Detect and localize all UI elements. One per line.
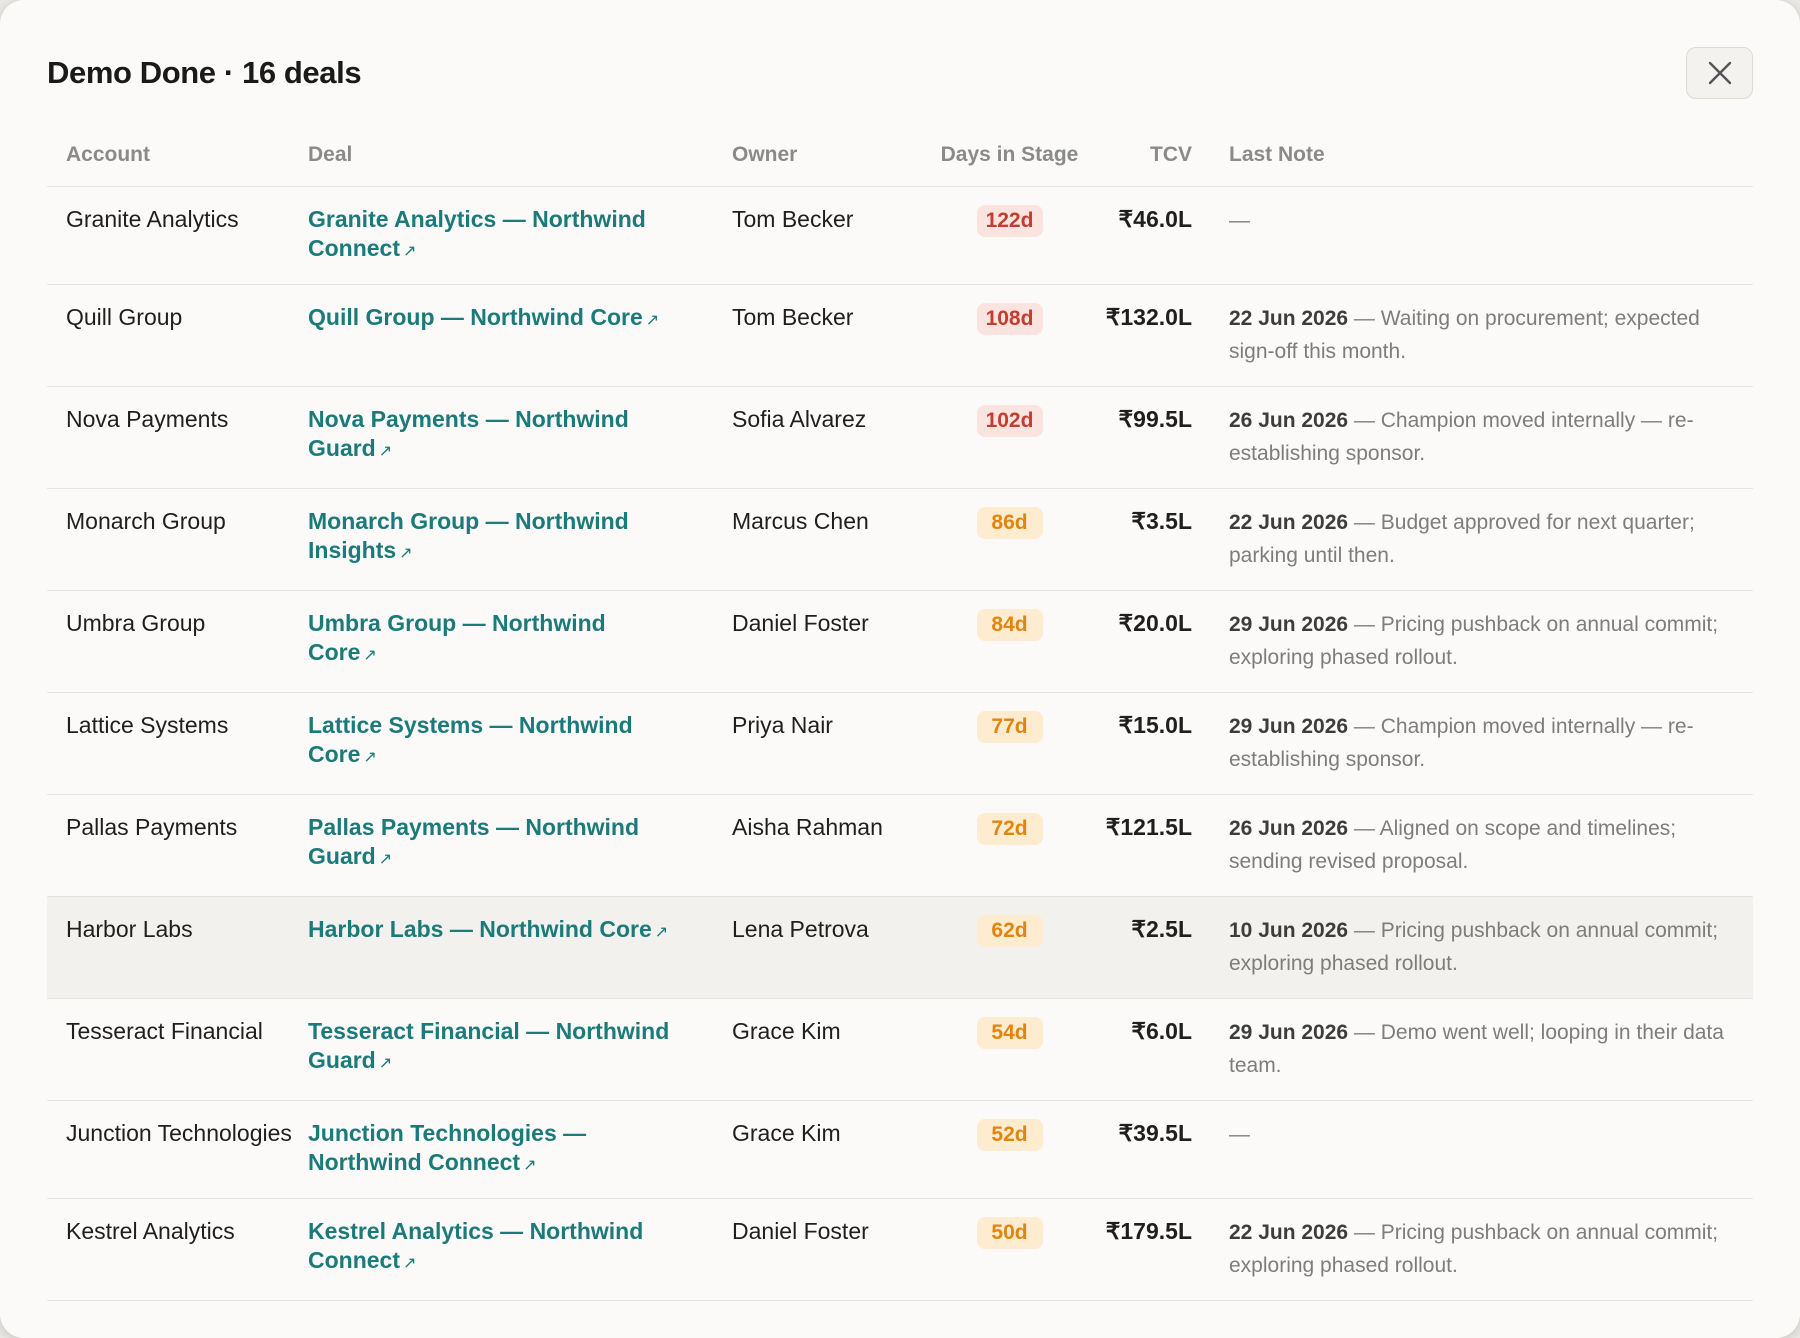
tcv-value: ₹121.5L [1105, 813, 1192, 840]
external-link-icon: ↗ [399, 544, 413, 562]
table-row[interactable] [47, 692, 1753, 794]
deal-link[interactable] [308, 915, 728, 947]
table-row[interactable] [47, 794, 1753, 896]
external-link-icon: ↗ [363, 646, 377, 664]
column-header-tcv[interactable]: TCV [1096, 138, 1216, 186]
cell-tcv [1096, 1100, 1216, 1198]
external-link-icon: ↗ [523, 1156, 537, 1174]
cell-tcv [1096, 1198, 1216, 1300]
cell-tcv [1096, 692, 1216, 794]
last-note [1229, 914, 1735, 980]
cell-deal [308, 692, 732, 794]
column-header-days-in-stage[interactable]: Days in Stage [923, 138, 1096, 186]
table-row[interactable] [47, 590, 1753, 692]
cell-deal [308, 998, 732, 1100]
cell-owner [732, 386, 923, 488]
cell-last-note [1216, 386, 1753, 488]
table-header [47, 138, 1753, 186]
deal-link[interactable] [308, 813, 732, 874]
cell-deal [308, 590, 732, 692]
external-link-icon: ↗ [378, 1054, 393, 1072]
cell-account [47, 998, 308, 1100]
deal-name: Pallas Payments — Northwind Guard [308, 813, 640, 869]
deal-name: Lattice Systems — Northwind Core [308, 711, 633, 767]
external-link-icon: ↗ [403, 242, 417, 260]
cell-deal [308, 1198, 732, 1300]
column-header-owner[interactable]: Owner [732, 138, 923, 186]
owner-name: Priya Nair [732, 711, 833, 738]
cell-tcv [1096, 590, 1216, 692]
table-row[interactable] [47, 386, 1753, 488]
table-row[interactable] [47, 896, 1753, 998]
table-row[interactable] [47, 488, 1753, 590]
external-link-icon: ↗ [378, 850, 393, 868]
table-body [47, 186, 1753, 1300]
modal-header [47, 52, 1753, 112]
owner-name: Tom Becker [732, 205, 854, 232]
deal-link[interactable] [308, 1119, 732, 1180]
tcv-value: ₹6.0L [1131, 1017, 1192, 1044]
deal-link[interactable] [308, 205, 732, 266]
deal-name: Tesseract Financial — Northwind Guard [308, 1017, 670, 1073]
cell-account [47, 386, 308, 488]
close-button[interactable] [1686, 47, 1753, 99]
deal-name: Nova Payments — Northwind Guard [308, 405, 629, 461]
cell-days-in-stage [923, 284, 1096, 386]
deal-name: Quill Group — Northwind Core [308, 303, 643, 330]
note-text: — Pricing pushback on annual commit; exploring phased rollout. [1229, 1220, 1719, 1277]
cell-account [47, 488, 308, 590]
cell-owner [732, 590, 923, 692]
account-name: Kestrel Analytics [66, 1217, 235, 1244]
owner-name: Sofia Alvarez [732, 405, 867, 432]
modal-title: Demo Done · 16 deals [47, 55, 362, 90]
deal-link[interactable] [308, 507, 732, 568]
cell-deal [308, 284, 732, 386]
cell-last-note [1216, 794, 1753, 896]
cell-tcv [1096, 284, 1216, 386]
column-header-account[interactable]: Account [47, 138, 308, 186]
deal-name: Granite Analytics — Northwind Connect [308, 205, 646, 261]
external-link-icon: ↗ [363, 748, 377, 766]
owner-name: Aisha Rahman [732, 813, 883, 840]
account-name: Granite Analytics [66, 205, 239, 232]
account-name: Monarch Group [66, 507, 226, 534]
tcv-value: ₹99.5L [1118, 405, 1192, 432]
tcv-value: ₹179.5L [1105, 1217, 1192, 1244]
note-text: — Champion moved internally — re-establishing sponsor. [1229, 714, 1694, 771]
account-name: Umbra Group [66, 609, 206, 636]
deal-name: Monarch Group — Northwind Insights [308, 507, 629, 563]
days-badge: 77d [977, 711, 1043, 743]
last-note [1229, 204, 1735, 237]
days-badge: 72d [977, 813, 1043, 845]
days-badge: 108d [977, 303, 1043, 335]
note-text: — Budget approved for next quarter; parking until then. [1229, 510, 1695, 567]
cell-days-in-stage [923, 186, 1096, 284]
days-badge: 62d [977, 915, 1043, 947]
cell-deal [308, 186, 732, 284]
tcv-value: ₹15.0L [1118, 711, 1192, 738]
account-name: Junction Technologies [66, 1119, 292, 1146]
cell-owner [732, 896, 923, 998]
cell-deal [308, 386, 732, 488]
cell-deal [308, 488, 732, 590]
cell-last-note [1216, 186, 1753, 284]
note-date: 29 Jun 2026 [1229, 1020, 1349, 1044]
cell-days-in-stage [923, 692, 1096, 794]
note-text: — Demo went well; looping in their data team. [1229, 1020, 1724, 1077]
cell-last-note [1216, 1100, 1753, 1198]
table-row[interactable] [47, 1198, 1753, 1300]
note-text: — Waiting on procurement; expected sign-off this month. [1229, 306, 1700, 363]
tcv-value: ₹2.5L [1131, 915, 1192, 942]
cell-last-note [1216, 284, 1753, 386]
note-date: 29 Jun 2026 [1229, 714, 1349, 738]
tcv-value: ₹3.5L [1131, 507, 1192, 534]
note-text: — Champion moved internally — re-establishing sponsor. [1229, 408, 1694, 465]
deal-link[interactable] [308, 609, 732, 670]
column-header-last-note[interactable]: Last Note [1216, 138, 1753, 186]
cell-account [47, 1100, 308, 1198]
cell-account [47, 1198, 308, 1300]
external-link-icon: ↗ [378, 442, 393, 460]
cell-tcv [1096, 794, 1216, 896]
owner-name: Grace Kim [732, 1017, 841, 1044]
cell-owner [732, 488, 923, 590]
cell-account [47, 284, 308, 386]
note-text: — Aligned on scope and timelines; sending revised proposal. [1229, 816, 1677, 873]
owner-name: Lena Petrova [732, 915, 869, 942]
last-note [1229, 1016, 1735, 1082]
account-name: Tesseract Financial [66, 1017, 263, 1044]
cell-days-in-stage [923, 794, 1096, 896]
cell-days-in-stage [923, 1100, 1096, 1198]
cell-owner [732, 794, 923, 896]
days-badge: 86d [977, 507, 1043, 539]
cell-last-note [1216, 692, 1753, 794]
last-note [1229, 1118, 1735, 1151]
cell-account [47, 692, 308, 794]
cell-deal [308, 1100, 732, 1198]
owner-name: Grace Kim [732, 1119, 841, 1146]
owner-name: Tom Becker [732, 303, 854, 330]
owner-name: Daniel Foster [732, 609, 869, 636]
cell-last-note [1216, 896, 1753, 998]
table-row[interactable] [47, 1100, 1753, 1198]
cell-tcv [1096, 386, 1216, 488]
cell-last-note [1216, 1198, 1753, 1300]
note-text: — [1229, 1122, 1250, 1146]
cell-days-in-stage [923, 998, 1096, 1100]
cell-owner [732, 284, 923, 386]
days-badge: 102d [977, 405, 1043, 437]
days-badge: 50d [977, 1217, 1043, 1249]
note-date: 22 Jun 2026 [1229, 510, 1349, 534]
cell-account [47, 590, 308, 692]
tcv-value: ₹20.0L [1118, 609, 1192, 636]
cell-tcv [1096, 998, 1216, 1100]
note-text: — Pricing pushback on annual commit; exploring phased rollout. [1229, 918, 1719, 975]
note-date: 10 Jun 2026 [1229, 918, 1349, 942]
tcv-value: ₹46.0L [1118, 205, 1192, 232]
cell-owner [732, 186, 923, 284]
note-date: 26 Jun 2026 [1229, 816, 1349, 840]
last-note [1229, 506, 1735, 572]
cell-owner [732, 1198, 923, 1300]
deal-link[interactable] [308, 1017, 732, 1078]
cell-tcv [1096, 896, 1216, 998]
table-row[interactable] [47, 998, 1753, 1100]
deal-name: Umbra Group — Northwind Core [308, 609, 606, 665]
note-text: — [1229, 208, 1250, 232]
deal-link[interactable] [308, 711, 732, 772]
days-badge: 122d [977, 205, 1043, 237]
cell-last-note [1216, 590, 1753, 692]
cell-deal [308, 896, 732, 998]
account-name: Quill Group [66, 303, 183, 330]
cell-tcv [1096, 488, 1216, 590]
last-note [1229, 710, 1735, 776]
cell-last-note [1216, 998, 1753, 1100]
table-row[interactable] [47, 284, 1753, 386]
days-badge: 84d [977, 609, 1043, 641]
account-name: Nova Payments [66, 405, 229, 432]
deals-table [47, 138, 1753, 1301]
last-note [1229, 302, 1735, 368]
cell-last-note [1216, 488, 1753, 590]
account-name: Lattice Systems [66, 711, 229, 738]
note-text: — Pricing pushback on annual commit; exploring phased rollout. [1229, 612, 1719, 669]
external-link-icon: ↗ [654, 923, 669, 941]
owner-name: Marcus Chen [732, 507, 869, 534]
deal-name: Harbor Labs — Northwind Core [308, 915, 652, 942]
cell-owner [732, 1100, 923, 1198]
last-note [1229, 812, 1735, 878]
last-note [1229, 1216, 1735, 1282]
cell-days-in-stage [923, 896, 1096, 998]
note-date: 29 Jun 2026 [1229, 612, 1349, 636]
cell-days-in-stage [923, 1198, 1096, 1300]
days-badge: 52d [977, 1119, 1043, 1151]
column-header-deal[interactable]: Deal [308, 138, 732, 186]
cell-days-in-stage [923, 386, 1096, 488]
last-note [1229, 404, 1735, 470]
tcv-value: ₹39.5L [1118, 1119, 1192, 1146]
note-date: 26 Jun 2026 [1229, 408, 1349, 432]
account-name: Pallas Payments [66, 813, 238, 840]
cell-tcv [1096, 186, 1216, 284]
days-badge: 54d [977, 1017, 1043, 1049]
cell-deal [308, 794, 732, 896]
tcv-value: ₹132.0L [1105, 303, 1192, 330]
external-link-icon: ↗ [403, 1254, 417, 1272]
cell-days-in-stage [923, 488, 1096, 590]
external-link-icon: ↗ [645, 311, 660, 329]
account-name: Harbor Labs [66, 915, 193, 942]
cell-account [47, 794, 308, 896]
close-icon [1707, 60, 1733, 86]
last-note [1229, 608, 1735, 674]
deal-name: Junction Technologies — Northwind Connect [308, 1119, 587, 1175]
cell-account [47, 186, 308, 284]
cell-owner [732, 998, 923, 1100]
deal-link[interactable] [308, 1217, 732, 1278]
deal-link[interactable] [308, 303, 719, 335]
note-date: 22 Jun 2026 [1229, 306, 1349, 330]
deal-name: Kestrel Analytics — Northwind Connect [308, 1217, 644, 1273]
deal-link[interactable] [308, 405, 732, 466]
cell-owner [732, 692, 923, 794]
owner-name: Daniel Foster [732, 1217, 869, 1244]
cell-account [47, 896, 308, 998]
table-row[interactable] [47, 186, 1753, 284]
note-date: 22 Jun 2026 [1229, 1220, 1349, 1244]
cell-days-in-stage [923, 590, 1096, 692]
